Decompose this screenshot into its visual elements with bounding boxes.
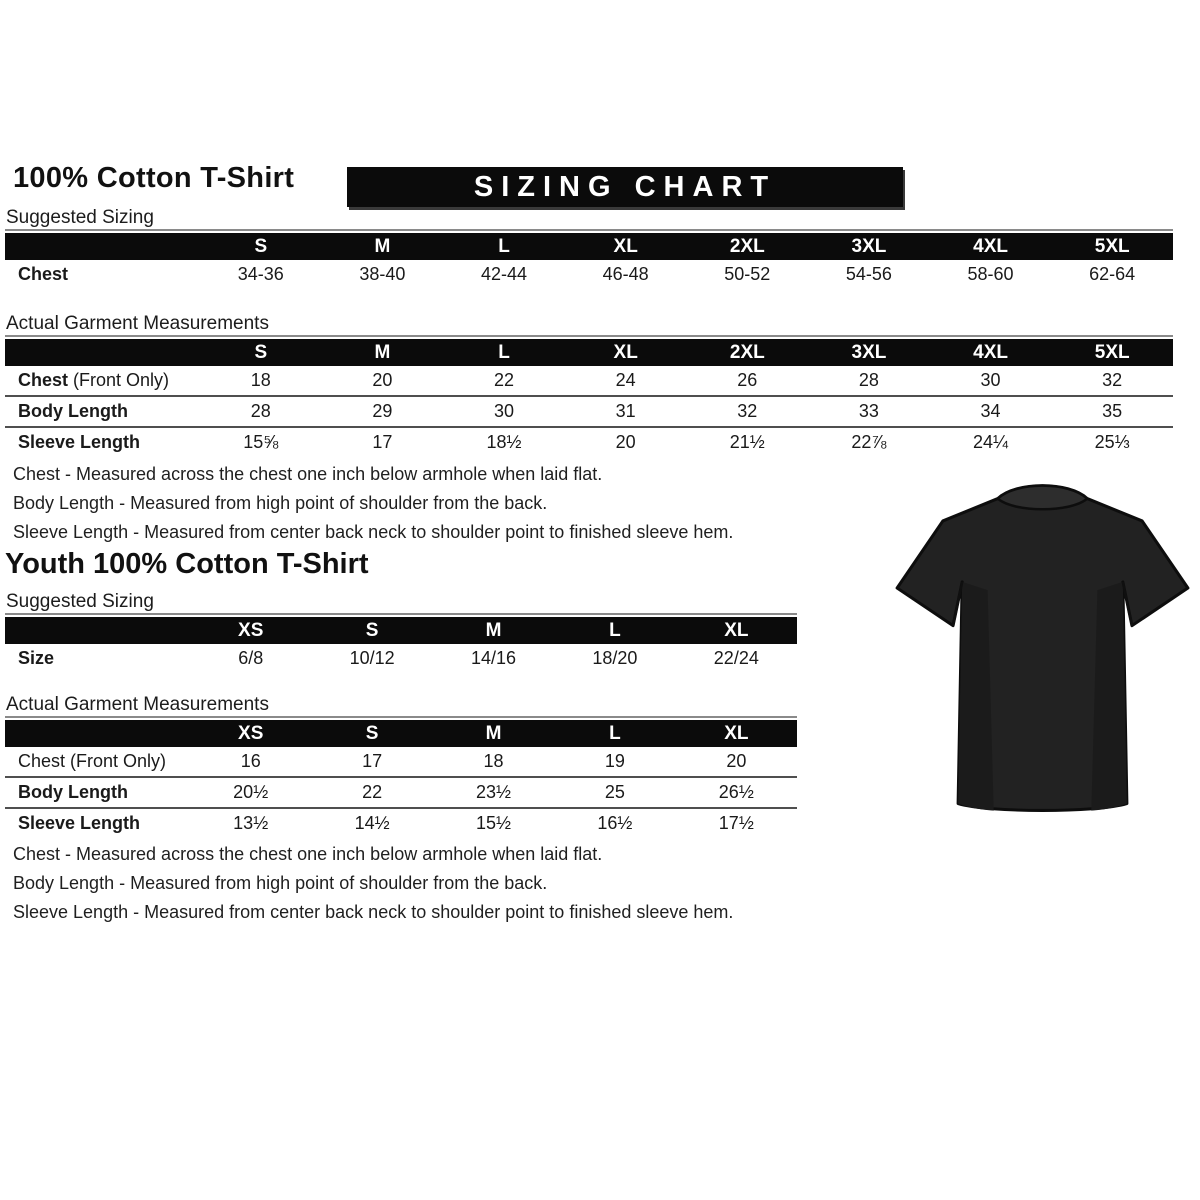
measurement-value: 33 [858, 401, 879, 421]
note-chest: Chest - Measured across the chest one inch below armhole when laid flat. [13, 464, 603, 484]
size-column-header: M [374, 341, 391, 363]
size-column-header: L [498, 341, 510, 363]
size-column-header: S [254, 235, 268, 257]
measurement-value: 30 [980, 370, 1001, 390]
measurement-value: 18 [483, 751, 504, 771]
size-column-header: XS [238, 619, 264, 641]
row-label: Chest (Front Only) [18, 370, 170, 390]
measurement-value: 46-48 [602, 264, 649, 284]
note-chest: Chest - Measured across the chest one inch below armhole when laid flat. [13, 844, 603, 864]
note-sleeve-length: Sleeve Length - Measured from center back neck to shoulder point to finished sleeve hem. [13, 902, 734, 922]
measurement-value: 17½ [718, 813, 754, 833]
measurement-value: 25 [604, 782, 625, 802]
measurement-value: 20 [372, 370, 393, 390]
table-row [5, 366, 1173, 395]
measurement-value: 23½ [475, 782, 512, 802]
adult-actual-measurements-label: Actual Garment Measurements [6, 313, 269, 334]
size-column-header: XL [724, 619, 749, 641]
page-title: 100% Cotton T-Shirt [13, 162, 295, 194]
adult-suggested-sizing-table [5, 229, 1173, 289]
black-tshirt-image [890, 468, 1195, 826]
table-row [5, 807, 797, 838]
measurement-value: 13½ [233, 813, 269, 833]
size-column-header: 3XL [851, 341, 887, 363]
size-column-header: XL [724, 722, 749, 744]
measurement-value: 34-36 [237, 264, 284, 284]
youth-measurement-notes [13, 840, 733, 927]
measurement-value: 22⅞ [851, 432, 887, 452]
sizing-chart-banner: SIZING CHART [347, 167, 903, 207]
measurement-value: 15⅝ [243, 432, 279, 452]
table-top-rule [5, 613, 797, 615]
note-body-length: Body Length - Measured from high point of shoulder from the back. [13, 873, 548, 893]
measurement-value: 28 [250, 401, 271, 421]
measurement-value: 22 [494, 370, 515, 390]
table-row [5, 426, 1173, 457]
measurement-value: 16 [240, 751, 261, 771]
measurement-value: 22 [362, 782, 383, 802]
row-label: Sleeve Length [18, 813, 141, 833]
table-row [5, 260, 1173, 289]
measurement-value: 18/20 [592, 648, 638, 668]
measurement-value: 38-40 [359, 264, 406, 284]
measurement-value: 16½ [597, 813, 633, 833]
size-column-header: L [609, 722, 621, 744]
measurement-value: 14½ [354, 813, 390, 833]
size-column-header: 4XL [973, 235, 1008, 257]
table-header-row [5, 339, 1173, 366]
size-column-header: 3XL [851, 235, 887, 257]
measurement-value: 29 [372, 401, 393, 421]
measurement-value: 10/12 [349, 648, 395, 668]
size-column-header: S [365, 722, 379, 744]
youth-actual-measurements-label: Actual Garment Measurements [6, 694, 269, 715]
measurement-value: 24 [615, 370, 636, 390]
table-row [5, 747, 797, 776]
measurement-value: 42-44 [481, 264, 528, 284]
youth-suggested-sizing-label: Suggested Sizing [6, 591, 154, 612]
youth-actual-measurements-table [5, 716, 797, 838]
measurement-value: 32 [737, 401, 758, 421]
youth-suggested-sizing-table [5, 613, 797, 673]
size-column-header: M [485, 722, 502, 744]
measurement-value: 17 [372, 432, 393, 452]
size-column-header: 5XL [1094, 341, 1130, 363]
youth-section-title: Youth 100% Cotton T-Shirt [5, 548, 369, 580]
table-top-rule [5, 229, 1173, 231]
measurement-value: 34 [980, 401, 1001, 421]
measurement-value: 6/8 [238, 648, 264, 668]
size-column-header: 4XL [973, 341, 1008, 363]
measurement-value: 15½ [475, 813, 512, 833]
table-header-row [5, 233, 1173, 260]
measurement-value: 32 [1102, 370, 1123, 390]
measurement-value: 31 [615, 401, 636, 421]
size-column-header: 2XL [729, 341, 765, 363]
measurement-value: 20 [615, 432, 636, 452]
measurement-value: 22/24 [713, 648, 759, 668]
table-row [5, 644, 797, 673]
row-label: Body Length [18, 401, 128, 421]
row-label: Body Length [18, 782, 128, 802]
row-label: Sleeve Length [18, 432, 141, 452]
measurement-value: 21½ [729, 432, 765, 452]
size-column-header: 5XL [1094, 235, 1130, 257]
note-body-length: Body Length - Measured from high point of shoulder from the back. [13, 493, 548, 513]
measurement-value: 17 [362, 751, 383, 771]
size-column-header: S [365, 619, 379, 641]
tshirt-icon [890, 468, 1195, 826]
measurement-value: 18 [250, 370, 271, 390]
size-column-header: 2XL [729, 235, 765, 257]
row-label: Chest [18, 264, 69, 284]
table-top-rule [5, 716, 797, 718]
table-row [5, 395, 1173, 426]
measurement-value: 26 [737, 370, 758, 390]
note-sleeve-length: Sleeve Length - Measured from center back neck to shoulder point to finished sleeve hem. [13, 522, 734, 542]
adult-measurement-notes [13, 460, 733, 547]
row-label: Chest (Front Only) [18, 751, 167, 771]
adult-actual-measurements-table [5, 335, 1173, 457]
measurement-value: 35 [1102, 401, 1123, 421]
measurement-value: 14/16 [470, 648, 517, 668]
size-column-header: S [254, 341, 268, 363]
size-column-header: L [609, 619, 621, 641]
measurement-value: 50-52 [724, 264, 771, 284]
measurement-value: 54-56 [845, 264, 892, 284]
size-column-header: XL [613, 341, 638, 363]
table-row [5, 776, 797, 807]
measurement-value: 25⅓ [1094, 432, 1130, 452]
measurement-value: 30 [494, 401, 515, 421]
measurement-value: 19 [604, 751, 625, 771]
size-column-header: XS [238, 722, 264, 744]
measurement-value: 28 [858, 370, 879, 390]
table-header-row [5, 720, 797, 747]
measurement-value: 20 [726, 751, 747, 771]
adult-suggested-sizing-label: Suggested Sizing [6, 207, 154, 228]
measurement-value: 24¼ [973, 432, 1009, 452]
measurement-value: 58-60 [967, 264, 1014, 284]
table-header-row [5, 617, 797, 644]
size-column-header: XL [613, 235, 638, 257]
measurement-value: 20½ [233, 782, 269, 802]
size-column-header: M [374, 235, 391, 257]
measurement-value: 62-64 [1089, 264, 1136, 284]
measurement-value: 18½ [486, 432, 522, 452]
measurement-value: 26½ [718, 782, 754, 802]
row-label: Size [18, 648, 55, 668]
table-top-rule [5, 335, 1173, 337]
size-column-header: M [485, 619, 502, 641]
size-column-header: L [498, 235, 510, 257]
